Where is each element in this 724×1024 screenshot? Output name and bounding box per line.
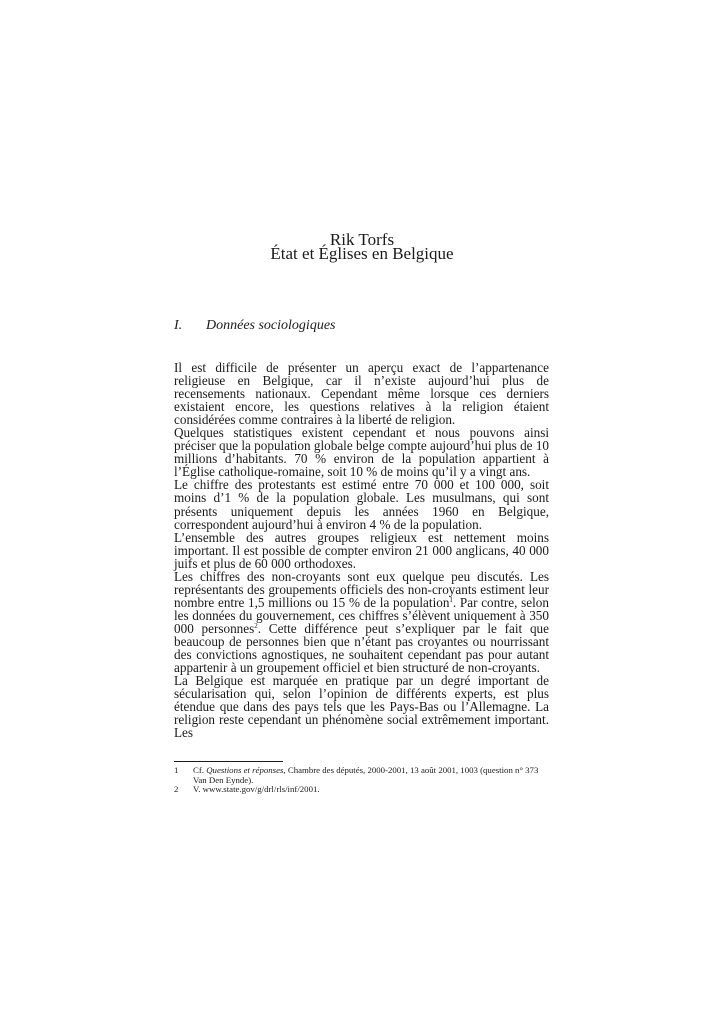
paragraph-text: Les chiffres des non-croyants sont eux quelque peu discutés. Les représentants des groupements officiels des non-croyants estiment leur nombre entre 1,5 millions ou 15 % de la population: [174, 568, 549, 610]
footnote-text: Cf.: [193, 765, 207, 775]
document-title: État et Églises en Belgique: [270, 244, 454, 263]
section-heading: [174, 318, 335, 334]
footnotes: [174, 766, 549, 795]
paragraph-text: . Cette différence peut s’expliquer par le fait que beaucoup de personnes bien que n’étant pas croyantes ou nourrissant des convictions agnostiques, ne souhaitent cependant pas pour autant appartenir à un groupement officiel et bien structuré de non-croyants.: [174, 620, 549, 676]
paragraph: L’ensemble des autres groupes religieux est nettement moins important. Il est possible de compter environ 21 000 anglicans, 40 000 juifs et plus de 60 000 orthodoxes.: [174, 529, 549, 571]
body-text: [174, 361, 549, 739]
footnote-text: V. www.state.gov/g/drl/rls/inf/2001.: [193, 784, 320, 795]
section-number: I.: [174, 318, 183, 333]
footnote: [174, 766, 549, 785]
footnote-separator: [174, 761, 283, 762]
footnote-reference: 2: [254, 621, 258, 630]
paragraph: Quelques statistiques existent cependant et nous pouvons ainsi préciser que la population globale belge compte aujourd’hui plus de 10 millions d’habitants. 70 % environ de la population appartient à l’Église catholique-romaine, soit 10 % de moins qu’il y a vingt ans.: [174, 425, 550, 480]
footnote-number: 2: [174, 784, 179, 795]
paragraph: Le chiffre des protestants est estimé entre 70 000 et 100 000, soit moins d’1 % de la population globale. Les musulmans, qui sont présents uniquement depuis les années 1960 en Belgique, correspondent aujourd’hui à environ 4 % de la population.: [174, 477, 549, 532]
footnote-reference: 1: [449, 595, 453, 604]
footnote-text: , Chambre des députés, 2000-2001, 13 août 2001, 1003 (question n° 373 Van Den Eynde).: [193, 765, 539, 785]
paragraph: Il est difficile de présenter un aperçu exact de l’appartenance religieuse en Belgique, car il n’existe aujourd’hui plus de recensements nationaux. Cependant même lorsque ces derniers existaient encore, les questions relatives à la religion étaient considérées comme contraires à la liberté de religion.: [174, 360, 549, 428]
paragraph-text: . Par contre, selon les données du gouvernement, ces chiffres s’élèvent uniquement à 350 000 personnes: [174, 594, 549, 636]
section-title: Données sociologiques: [206, 318, 336, 333]
footnote-source-title: Questions et réponses: [206, 765, 284, 775]
footnote: [174, 785, 549, 795]
footnote-number: 1: [174, 765, 179, 775]
author-name: Rik Torfs: [329, 230, 395, 249]
paragraph: La Belgique est marquée en pratique par un degré important de sécularisation qui, selon l’opinion de différents experts, est plus étendue que dans des pays tels que les Pays-Bas ou l’Allemagne. La religion reste cependant un phénomène social extrêmement important. Les: [174, 673, 549, 741]
paragraph: [174, 570, 549, 674]
